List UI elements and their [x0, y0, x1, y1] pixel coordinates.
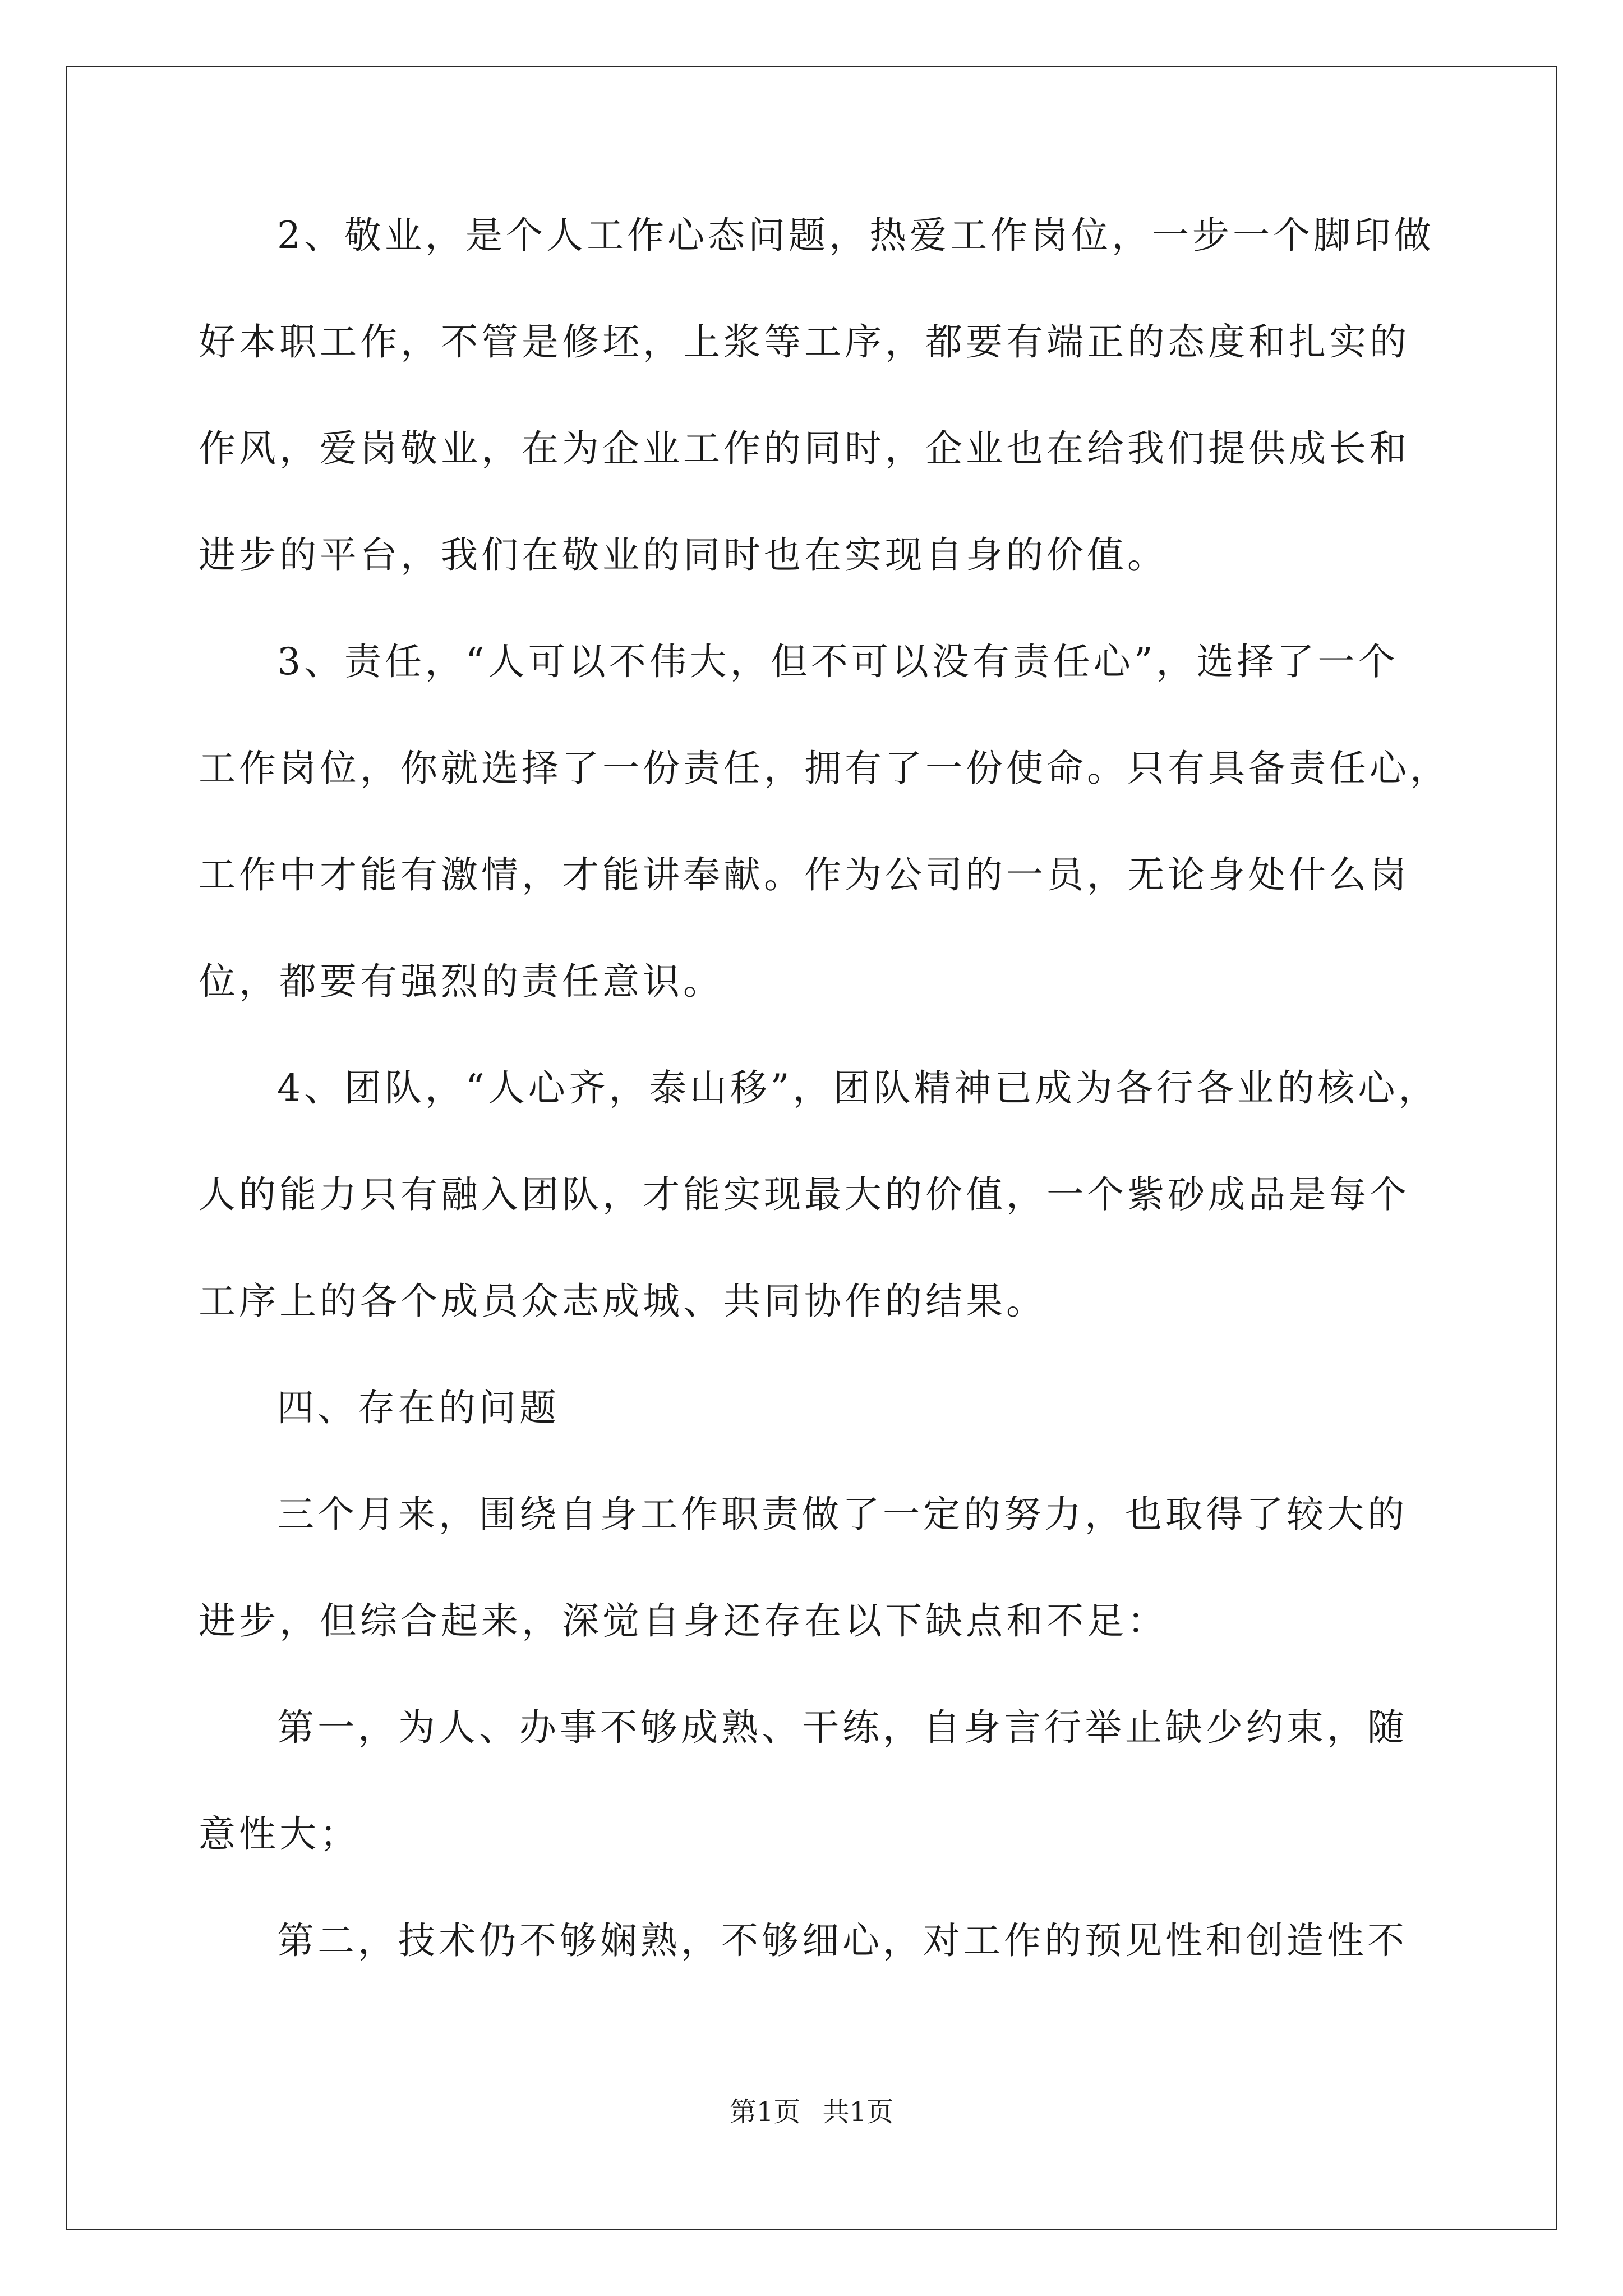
text-line: 好本职工作，不管是修坯，上浆等工序，都要有端正的态度和扎实的	[199, 320, 1410, 364]
page-footer	[0, 2095, 1623, 2129]
page-frame	[66, 66, 1557, 2230]
text-line: 工作岗位，你就选择了一份责任，拥有了一份使命。只有具备责任心，	[199, 747, 1450, 790]
text-line: 作风，爱岗敬业，在为企业工作的同时，企业也在给我们提供成长和	[199, 427, 1410, 470]
text-line: 4、团队，“人心齐，泰山移”，团队精神已成为各行各业的核心，	[277, 1066, 1439, 1110]
text-line: 第二，技术仍不够娴熟，不够细心，对工作的预见性和创造性不	[277, 1919, 1408, 1962]
text-line: 第一，为人、办事不够成熟、干练，自身言行举止缺少约束，随	[277, 1706, 1408, 1749]
text-line: 工序上的各个成员众志成城、共同协作的结果。	[199, 1280, 1046, 1323]
text-line: 人的能力只有融入团队，才能实现最大的价值，一个紫砂成品是每个	[199, 1173, 1410, 1216]
text-line: 工作中才能有激情，才能讲奉献。作为公司的一员，无论身处什么岗	[199, 853, 1410, 896]
text-line: 3、责任，“人可以不伟大，但不可以没有责任心”，选择了一个	[277, 640, 1399, 683]
section-heading: 四、存在的问题	[277, 1386, 560, 1429]
text-line: 位，都要有强烈的责任意识。	[199, 960, 723, 1003]
text-line: 进步的平台，我们在敬业的同时也在实现自身的价值。	[199, 533, 1168, 577]
text-line: 意性大；	[199, 1812, 360, 1856]
text-line: 三个月来，围绕自身工作职责做了一定的努力，也取得了较大的	[277, 1493, 1408, 1536]
text-line: 2、敬业，是个人工作心态问题，热爱工作岗位，一步一个脚印做	[277, 214, 1435, 257]
page-number-total: 共1页	[822, 2096, 894, 2128]
text-line: 进步，但综合起来，深觉自身还存在以下缺点和不足：	[199, 1599, 1168, 1642]
page-number-current: 第1页	[729, 2096, 801, 2128]
